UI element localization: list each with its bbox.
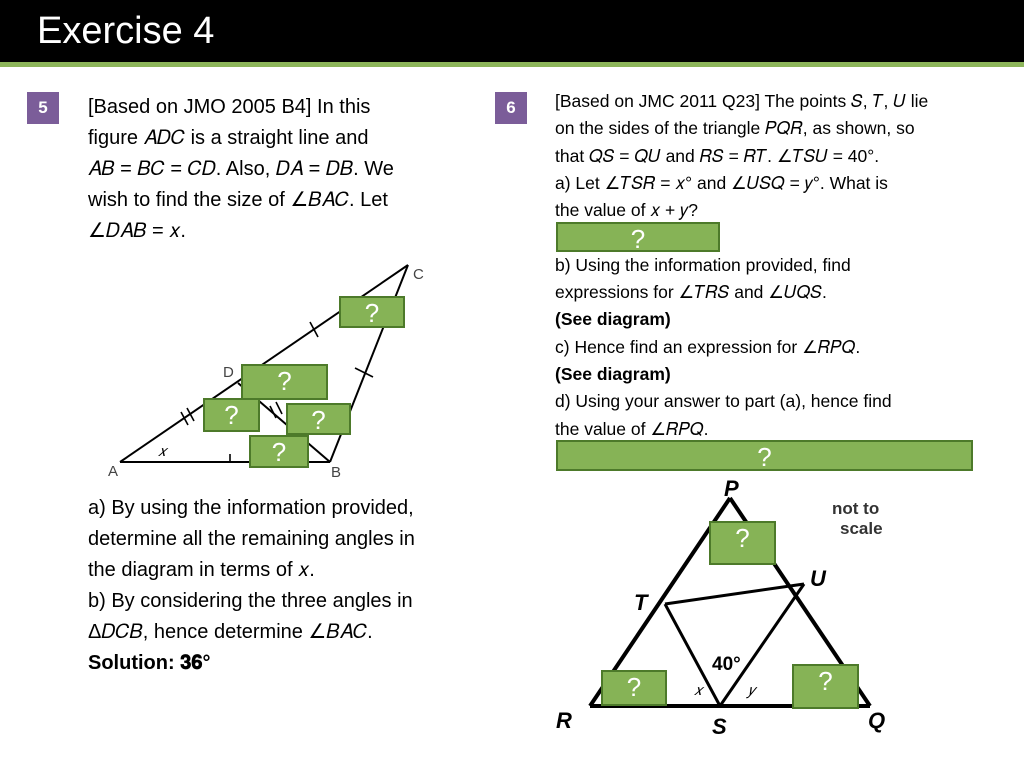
q6-label-r: R — [556, 708, 572, 733]
q5-line: 𝐴𝐵 = 𝐵𝐶 = 𝐶𝐷. Also, 𝐷𝐴 = 𝐷𝐵. We — [88, 158, 394, 180]
q5-label-c: C — [413, 266, 424, 283]
q6-label-p: P — [724, 478, 739, 501]
q5-part-line: b) By considering the three angles in — [88, 590, 413, 612]
reveal-box-q6-part-a[interactable]: ? — [556, 222, 720, 252]
q5-line: [Based on JMO 2005 B4] In this — [88, 96, 371, 118]
q6-line: d) Using your answer to part (a), hence find — [555, 391, 892, 412]
reveal-box-q5-angle-adb[interactable]: ? — [203, 398, 260, 432]
q5-solution-label: Solution: — [88, 652, 181, 674]
q5-label-a: A — [108, 463, 119, 480]
q6-see-diagram: (See diagram) — [555, 309, 671, 330]
q6-label-u: U — [810, 566, 826, 591]
reveal-box-q5-angle-c[interactable]: ? — [339, 296, 405, 328]
title-rule — [0, 62, 1024, 67]
q6-line: the value of ∠𝑅𝑃𝑄. — [555, 418, 709, 439]
q6-see-diagram: (See diagram) — [555, 363, 671, 384]
q6-line: expressions for ∠𝑇𝑅𝑆 and ∠𝑈𝑄𝑆. — [555, 282, 827, 303]
reveal-box-q6-angle-r[interactable]: ? — [601, 670, 667, 706]
q5-part-line: the diagram in terms of 𝑥. — [88, 559, 315, 581]
q6-line: c) Hence find an expression for ∠𝑅𝑃𝑄. — [555, 336, 861, 357]
q5-line: figure 𝐴𝐷𝐶 is a straight line and — [88, 127, 369, 149]
reveal-box-q5-angle-abd[interactable]: ? — [249, 435, 309, 468]
q5-part-line: a) By using the information provided, — [88, 497, 414, 519]
q6-label-t: T — [634, 590, 648, 615]
q5-part-line: Δ𝐷𝐶𝐵, hence determine ∠𝐵𝐴𝐶. — [88, 621, 373, 643]
q6-label-s: S — [712, 714, 727, 739]
slide-title: Exercise 4 — [37, 10, 215, 52]
question-6-badge: 6 — [495, 92, 527, 124]
q6-line: on the sides of the triangle 𝑃𝑄𝑅, as shown, so — [555, 118, 915, 139]
q6-line: the value of 𝑥 + 𝑦? — [555, 200, 698, 221]
question-5-badge: 5 — [27, 92, 59, 124]
q6-angle-x: 𝑥 — [694, 682, 703, 699]
reveal-box-q5-angle-d[interactable]: ? — [241, 364, 328, 400]
q6-line: a) Let ∠𝑇𝑆𝑅 = 𝑥° and ∠𝑈𝑆𝑄 = 𝑦°. What is — [555, 172, 888, 193]
q5-angle-x: 𝑥 — [158, 443, 167, 460]
reveal-box-q6-angle-q[interactable]: ? — [792, 664, 859, 709]
q6-line: b) Using the information provided, find — [555, 254, 851, 275]
question-5-prompt — [88, 92, 480, 247]
q5-solution-value: 𝟑𝟔° — [180, 652, 211, 674]
q6-note-line-1: not to — [832, 499, 880, 518]
title-bar — [0, 0, 1024, 62]
question-5-parts — [88, 493, 480, 679]
q5-solution — [88, 648, 480, 679]
q6-line: [Based on JMC 2011 Q23] The points 𝑆, 𝑇, 𝑈 lie — [555, 91, 929, 111]
q6-label-q: Q — [868, 708, 886, 733]
reveal-box-q5-angle-dbc[interactable]: ? — [286, 403, 351, 435]
q6-angle-40: 40° — [712, 654, 741, 675]
question-6-prompt — [555, 88, 995, 443]
q5-part-line: determine all the remaining angles in — [88, 528, 415, 550]
q6-line: that 𝑄𝑆 = 𝑄𝑈 and 𝑅𝑆 = 𝑅𝑇. ∠𝑇𝑆𝑈 = 40°. — [555, 145, 880, 166]
q6-note-line-2: scale — [840, 519, 883, 538]
q6-angle-y: 𝑦 — [748, 682, 756, 699]
q5-label-d: D — [223, 364, 234, 381]
reveal-box-q6-part-d[interactable]: ? — [556, 440, 973, 471]
q5-line: wish to find the size of ∠𝐵𝐴𝐶. Let — [88, 189, 388, 211]
q5-label-b: B — [331, 464, 342, 481]
reveal-box-q6-angle-p[interactable]: ? — [709, 521, 776, 565]
q5-line: ∠𝐷𝐴𝐵 = 𝑥. — [88, 220, 186, 242]
